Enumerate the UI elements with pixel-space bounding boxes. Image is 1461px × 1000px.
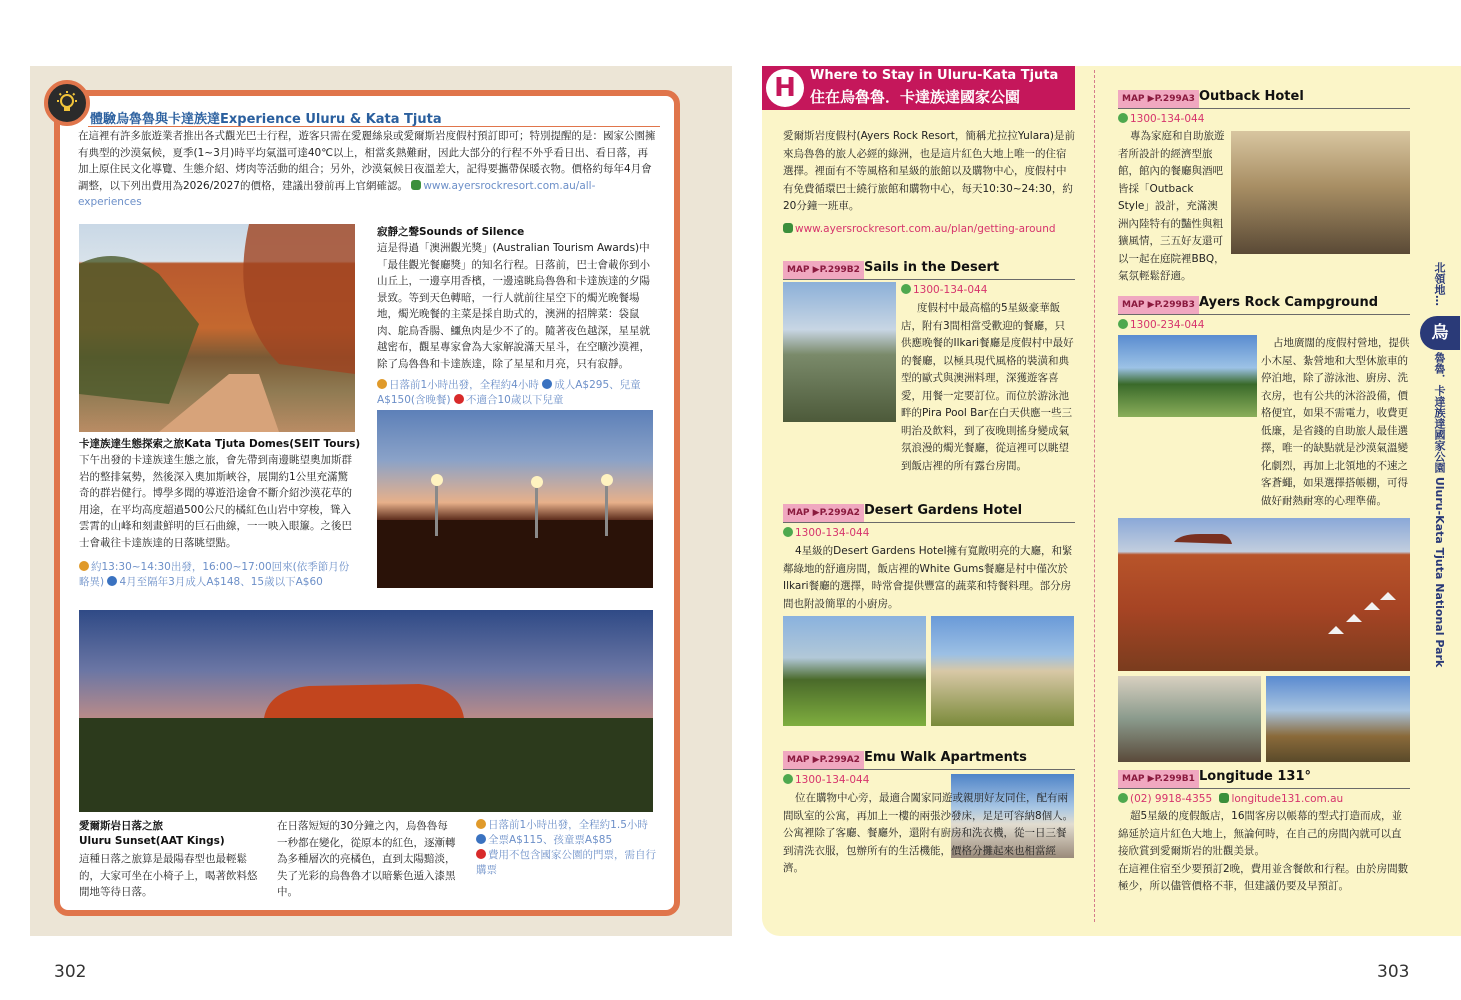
sails-name: Sails in the Desert xyxy=(864,260,1000,275)
sunset-title: 愛爾斯岩日落之旅 xyxy=(79,820,163,832)
kata-tjuta-photo xyxy=(79,224,355,432)
phone-icon xyxy=(1118,793,1128,803)
map-tag: MAP ▶P.299B1 xyxy=(1118,770,1199,788)
desert-gardens-body: 4星級的Desert Gardens Hotel擁有寬敞明亮的大廳，和緊鄰綠地的舒適房間，飯店裡的White Gums餐廳是村中僅次於Ilkari餐廳的選擇，時常會提供豐富的蔬菜和特餐料理。部分房間也附設簡單的小廚房。 xyxy=(783,545,1073,610)
silence-price: 成人A$295、兒童A$150(含晚餐) xyxy=(377,379,641,406)
desert-gardens-phone-number: 1300-134-044 xyxy=(795,527,870,539)
outback-body: 專為家庭和自助旅遊者所設計的經濟型旅館，館內的餐廳與酒吧皆採「Outback Style」設計，充滿澳洲內陸特有的豔性與粗獷風情，三五好友還可以一起在庭院裡BBQ，氣氛輕鬆舒適。 xyxy=(1118,130,1225,282)
uluru-sunset-photo xyxy=(79,610,653,812)
map-tag: MAP ▶P.299A3 xyxy=(1118,90,1199,108)
longitude-photo-room xyxy=(1118,676,1261,762)
silence-info xyxy=(377,378,653,408)
outback-phone xyxy=(1118,113,1204,125)
phone-icon xyxy=(901,284,911,294)
stay-banner-title-en: Where to Stay in Uluru-Kata Tjuta xyxy=(810,68,1059,83)
outback-photo xyxy=(1231,131,1410,254)
web-icon xyxy=(1219,793,1229,803)
sunset-body-1: 這種日落之旅算是最陽春型也最輕鬆的，大家可坐在小椅子上，喝著飲料悠閒地等待日落。 xyxy=(79,853,258,898)
experiences-link[interactable]: www.ayersrockresort.com.au/all-experiences xyxy=(78,179,596,208)
feature-intro xyxy=(78,128,656,211)
phone-icon xyxy=(783,527,793,537)
warning-icon xyxy=(454,394,464,404)
web-icon xyxy=(783,223,793,233)
page-number-right: 303 xyxy=(1377,962,1410,982)
silence-time: 日落前1小時出發，全程約4小時 xyxy=(389,379,539,391)
emu-name: Emu Walk Apartments xyxy=(864,750,1027,765)
phone-icon xyxy=(1118,113,1128,123)
longitude-name: Longitude 131° xyxy=(1199,769,1311,784)
map-tag: MAP ▶P.299B3 xyxy=(1118,296,1199,314)
column-divider xyxy=(1094,70,1095,922)
clock-icon xyxy=(79,561,89,571)
campground-body: 占地廣闊的度假村營地，提供小木屋、紮營地和大型休旅車的停泊地，除了游泳池、廚房、洗衣房，也有公共的沐浴設備，價格便宜，如果不需電力，收費更低廉，是省錢的自助旅人最佳選擇，唯一的缺點就是沙漠氣溫變化劇烈，再加上北領地的不速之客蒼蠅，如果選擇搭帳棚，可得做好耐熱耐寒的心理準備。 xyxy=(1261,337,1410,507)
campground-name: Ayers Rock Campground xyxy=(1199,295,1379,310)
longitude-photo-main xyxy=(1118,518,1410,671)
sails-body: 度假村中最高檔的5星級豪華飯店，附有3間相當受歡迎的餐廳，只供應晚餐的Ilkari餐廳是度假村中最好的餐廳，以極具現代風格的裝潢和典型的歐式與澳洲料理，深獲遊客喜愛，用餐一定要訂位。而位於游泳池畔的Pira Pool Bar在白天供應一些三明治及飲料，到了夜晚則搖身變成氣氛浪漫的燭光餐廳，從這裡可以眺望到飯店裡的所有露台房間。 xyxy=(901,302,1074,472)
side-tab-region: 北領地… xyxy=(1433,262,1446,306)
longitude-body: 超5星級的度假飯店，16間客房以帳幕的型式打造而成，並綿延於這片紅色大地上，無論何時，在自己的房間內就可以直接欣賞到愛爾斯岩的壯觀美景。 在這裡住宿至少要預訂2晚，費用並含餐飲和行程。由於房間數極少，所以儘管價格不菲，但建議仍要及早預訂。 xyxy=(1118,810,1409,892)
money-icon xyxy=(542,379,552,389)
silence-body: 這是得過「澳洲觀光獎」(Australian Tourism Awards)中「最佳觀光餐廳獎」的知名行程。日落前，巴士會載你到小山丘上，一邊享用香檳，一邊遠眺烏魯魯和卡達族達的夕陽景致。等到天色轉暗，一行人就前往星空下的燭光晚餐場地，燭光晚餐的主菜是採自助式的，澳洲的招牌菜：袋鼠肉、鴕鳥香腸、鱷魚肉是少不了的。隨著夜色越深，星星就越密布，觀星專家會為大家解說滿天星斗，在空曠沙漠裡，除了烏魯魯和卡達族達，除了星星和月亮，只有寂靜。 xyxy=(377,242,650,370)
longitude-photo-tents xyxy=(1266,676,1410,762)
campground-phone xyxy=(1118,319,1204,331)
silence-warning: 不適合10歲以下兒童 xyxy=(465,394,564,406)
desert-gardens-photo-1 xyxy=(783,616,926,726)
map-tag: MAP ▶P.299A2 xyxy=(783,751,864,769)
title-rule xyxy=(88,126,660,127)
longitude-web-link[interactable]: longitude131.com.au xyxy=(1231,793,1344,805)
outback-phone-number: 1300-134-044 xyxy=(1130,113,1205,125)
sunset-info xyxy=(476,818,656,878)
stay-intro: 愛爾斯岩度假村(Ayers Rock Resort，簡稱尤拉拉Yulara)是前來烏魯魯的旅人必經的綠洲，也是這片紅色大地上唯一的住宿選擇。裡面有不等風格和星級的旅館以及購物中心，度假村中有免費循環巴士繞行旅館和購物中心，每天10:30~24:30，約20分鐘一班車。 xyxy=(783,130,1075,212)
map-tag: MAP ▶P.299B2 xyxy=(783,261,864,279)
sunset-title-en: Uluru Sunset(AAT Kings) xyxy=(79,835,225,847)
feature-title: 體驗烏魯魯與卡達族達Experience Uluru & Kata Tjuta xyxy=(90,112,442,127)
longitude-header xyxy=(1118,769,1410,789)
money-icon xyxy=(476,834,486,844)
clock-icon xyxy=(476,819,486,829)
kata-price: 4月至隔年3月成人A$148、15歲以下A$60 xyxy=(119,576,323,588)
stay-banner-title-zh: 住在烏魯魯．卡達族達國家公園 xyxy=(810,88,1021,106)
desert-gardens-phone xyxy=(783,527,869,539)
emu-phone-number: 1300-134-044 xyxy=(795,774,870,786)
emu-header xyxy=(783,750,1075,770)
page-number-left: 302 xyxy=(54,962,87,982)
kata-tjuta-title: 卡達族達生態探索之旅Kata Tjuta Domes(SEIT Tours) xyxy=(79,438,361,450)
longitude-contact xyxy=(1118,793,1343,805)
lightbulb-icon xyxy=(44,80,90,126)
sunset-warning: 費用不包含國家公園的門票，需自行購票 xyxy=(476,849,656,876)
emu-phone xyxy=(783,774,869,786)
side-tab-pill: 烏 xyxy=(1420,316,1460,350)
sunset-price: 全票A$115、孩童票A$85 xyxy=(488,834,613,846)
desert-gardens-photo-2 xyxy=(931,616,1074,726)
hotel-icon: H xyxy=(766,69,804,107)
map-tag: MAP ▶P.299A2 xyxy=(783,504,864,522)
warning-icon xyxy=(476,849,486,859)
sails-phone xyxy=(901,284,987,296)
sails-phone-number: 1300-134-044 xyxy=(913,284,988,296)
phone-icon xyxy=(783,774,793,784)
kata-tjuta-info xyxy=(79,560,355,590)
sunset-time: 日落前1小時出發，全程約1.5小時 xyxy=(488,819,648,831)
stay-intro-web xyxy=(783,223,1056,235)
dinner-photo xyxy=(377,410,653,588)
getting-around-link[interactable]: www.ayersrockresort.com.au/plan/getting-around xyxy=(795,223,1056,235)
web-icon xyxy=(411,180,421,190)
sails-header xyxy=(783,260,1075,280)
outback-name: Outback Hotel xyxy=(1199,89,1304,104)
desert-gardens-header xyxy=(783,503,1075,523)
campground-header xyxy=(1118,295,1410,315)
kata-time: 約13:30~14:30出發，16:00~17:00回來(依季節月份略異) xyxy=(79,561,350,588)
outback-header xyxy=(1118,89,1410,109)
sunset-body-2: 在日落短短的30分鐘之內，烏魯魯每一秒都在變化，從原本的紅色，逐漸轉為多種層次的亮橘色，直到太陽黯淡，失了光彩的烏魯魯才以暗紫色遁入漆黑中。 xyxy=(277,820,456,898)
money-icon xyxy=(107,576,117,586)
longitude-phone-number: (02) 9918-4355 xyxy=(1130,793,1213,805)
side-tab-park: 魯魯．卡達族達國家公園 Uluru-Kata Tjuta National Park xyxy=(1433,352,1446,668)
silence-title: 寂靜之聲Sounds of Silence xyxy=(377,226,525,238)
feature-intro-text: 在這裡有許多旅遊業者推出各式觀光巴士行程，遊客只需在愛麗絲泉或愛爾斯岩度假村預訂即可；特別提醒的是：國家公園擁有典型的沙漠氣候，夏季(1~3月)時平均氣溫可達40℃以上，相當炙熱難耐，因此大部分的行程不外乎看日出、看日落，再加上原住民文化導覽、生態介紹、烤肉等活動的組合；另外，沙漠氣候日夜溫差大，記得要攜帶保暖衣物。價格約每年4月會調整，以下列出費用為2026/2027的價格，建議出發前再上官網確認。 xyxy=(78,130,656,192)
kata-tjuta-body: 下午出發的卡達族達生態之旅，會先帶到南邊眺望奧加斯群岩的整排氣勢，然後深入奧加斯峽谷，展開約1公里充滿驚奇的群岩健行。博學多聞的導遊沿途會不斷介紹沙漠花草的用途，在平均高度超過500公尺的橘紅色山岩中穿梭，聳入雲霄的山峰和刻畫鮮明的巨石曲線，一一映入眼簾。之後巴士會載往卡達族達的日落眺望點。 xyxy=(79,454,352,549)
emu-body: 位在購物中心旁，最適合闔家同遊或親朋好友同住，配有兩間臥室的公寓，再加上一樓的兩張沙發床，足足可容納8個人。公寓裡除了客廳、餐廳外，還附有廚房和洗衣機，從一日三餐到清洗衣服，包辦所有的生活機能，價格分攤起來也相當經濟。 xyxy=(783,792,1074,874)
desert-gardens-name: Desert Gardens Hotel xyxy=(864,503,1023,518)
clock-icon xyxy=(377,379,387,389)
campground-phone-number: 1300-234-044 xyxy=(1130,319,1205,331)
phone-icon xyxy=(1118,319,1128,329)
